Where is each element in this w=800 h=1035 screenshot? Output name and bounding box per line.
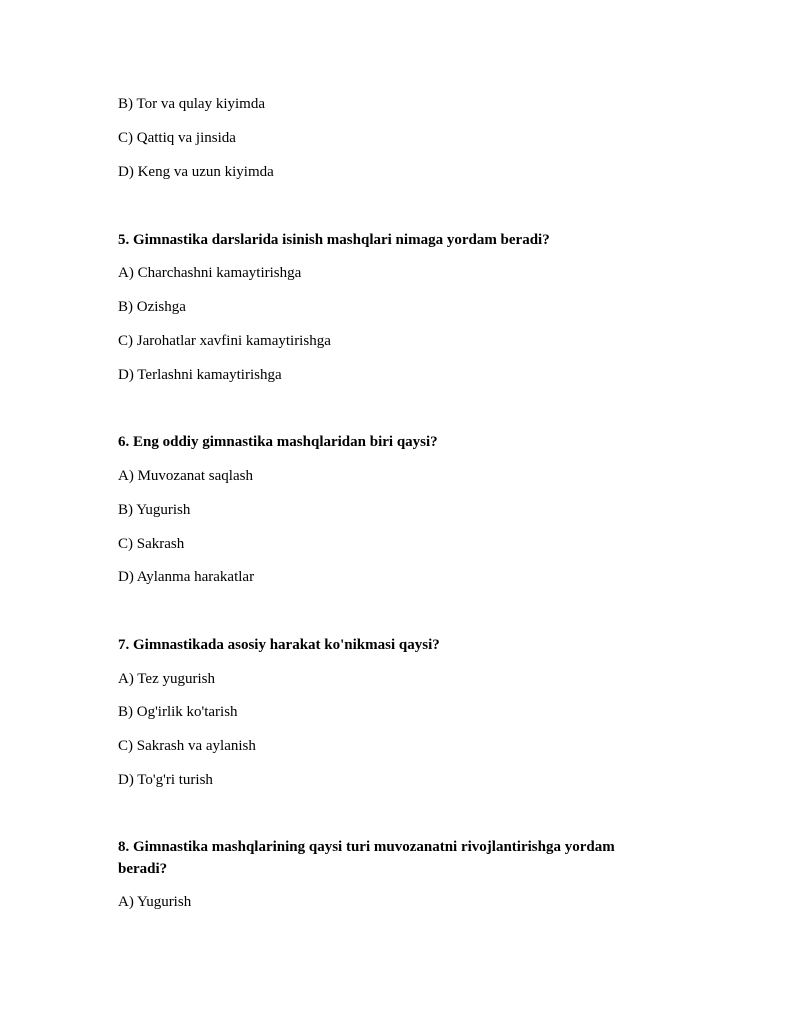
question-7-option-a: A) Tez yugurish — [118, 671, 215, 687]
question-6-option-a: A) Muvozanat saqlash — [118, 468, 253, 484]
question-7-option-c: C) Sakrash va aylanish — [118, 738, 256, 754]
question-8: 8. Gimnastika mashqlarining qaysi turi muvozanatni rivojlantirishga yordam beradi? — [118, 839, 615, 877]
question-6-option-c: C) Sakrash — [118, 536, 185, 552]
question-5-option-a: A) Charchashni kamaytirishga — [118, 265, 302, 281]
question-7: 7. Gimnastikada asosiy harakat ko'nikmasi qaysi? — [118, 637, 440, 653]
question-5-option-d: D) Terlashni kamaytirishga — [118, 367, 282, 383]
option-prev-d: D) Keng va uzun kiyimda — [118, 164, 274, 180]
question-8-option-a: A) Yugurish — [118, 894, 192, 910]
question-7-option-d: D) To'g'ri turish — [118, 772, 213, 788]
option-prev-b: B) Tor va qulay kiyimda — [118, 96, 265, 112]
question-6-option-b: B) Yugurish — [118, 502, 191, 518]
question-5: 5. Gimnastika darslarida isinish mashqlari nimaga yordam beradi? — [118, 232, 550, 248]
question-6-option-d: D) Aylanma harakatlar — [118, 569, 255, 585]
question-7-option-b: B) Og'irlik ko'tarish — [118, 704, 238, 720]
option-prev-c: C) Qattiq va jinsida — [118, 130, 236, 146]
question-5-option-c: C) Jarohatlar xavfini kamaytirishga — [118, 333, 331, 349]
question-5-option-b: B) Ozishga — [118, 299, 186, 315]
question-6: 6. Eng oddiy gimnastika mashqlaridan biri qaysi? — [118, 434, 438, 450]
